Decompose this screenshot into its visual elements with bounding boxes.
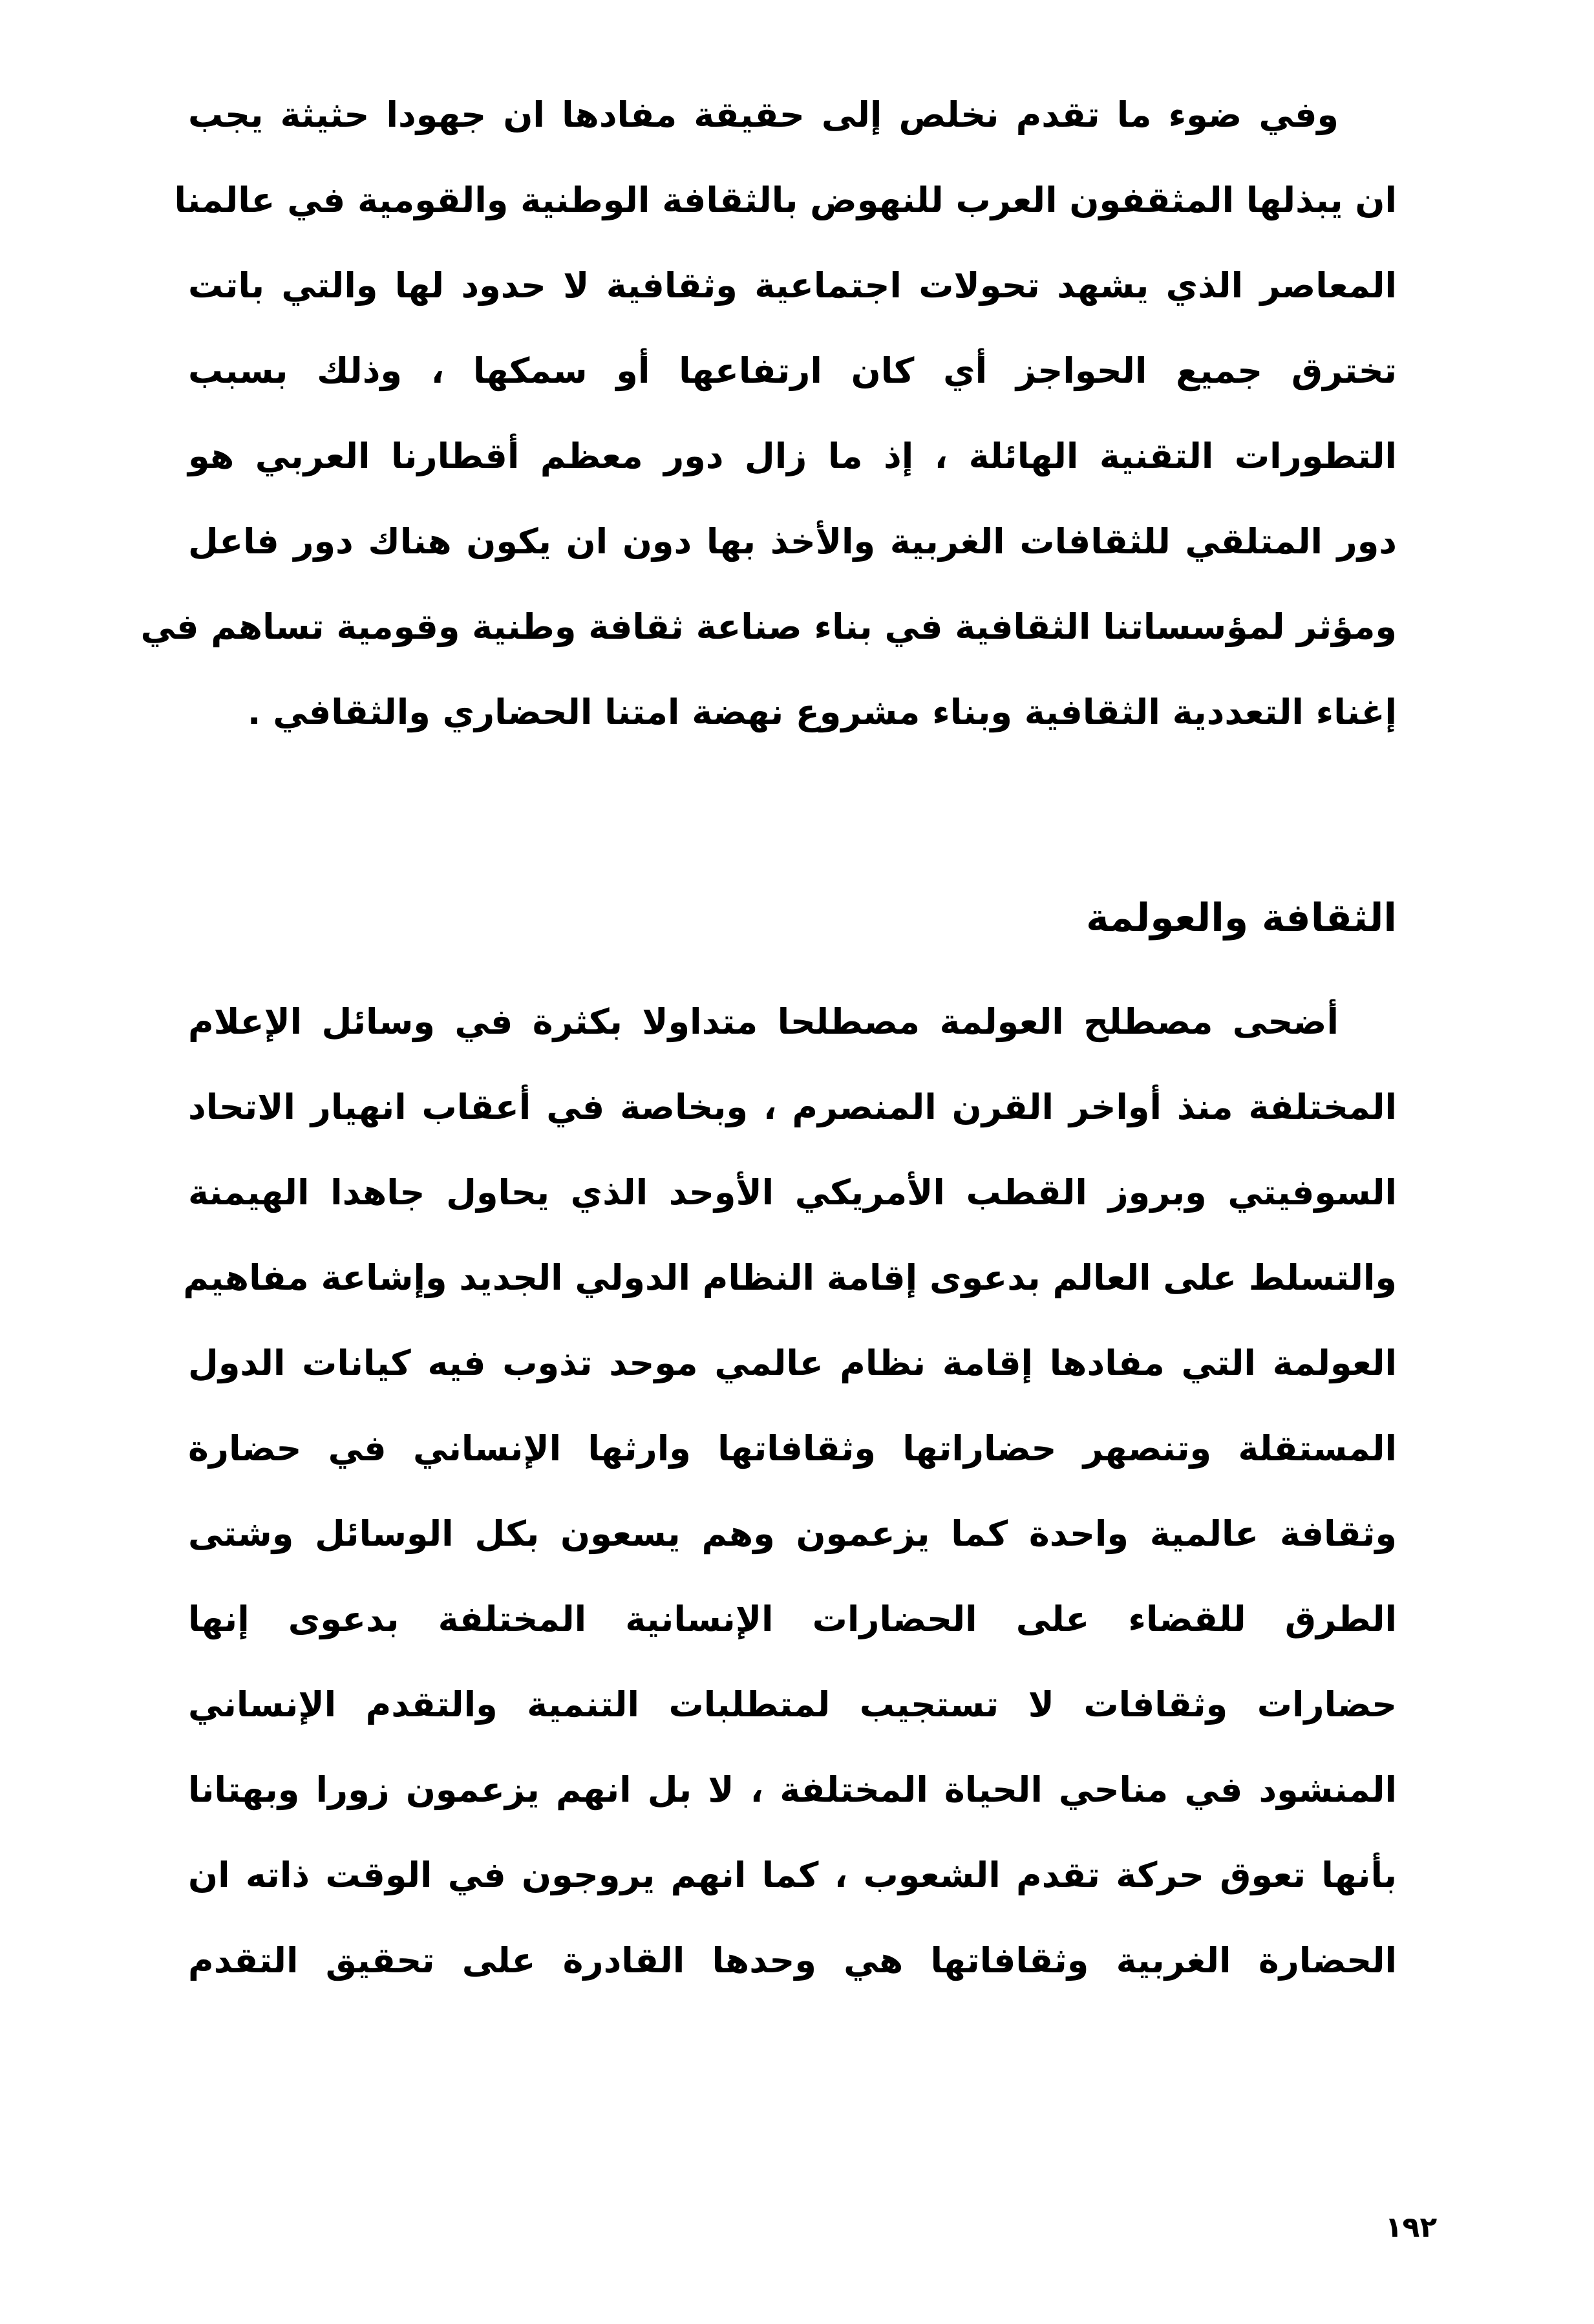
paragraph-line: تخترق جميع الحواجز أي كان ارتفاعها أو سمكها ، وذلك بسبب: [188, 350, 1397, 391]
paragraph-culture-conclusion: [140, 72, 1397, 755]
paragraph-line: العولمة التي مفادها إقامة نظام عالمي موحد تذوب فيه كيانات الدول: [188, 1343, 1397, 1383]
page-number-container: [0, 2211, 1594, 2244]
page-number: ١٩٢: [1385, 2211, 1438, 2244]
section-heading: الثقافة والعولمة: [1086, 895, 1397, 941]
paragraph-line: المختلفة منذ أواخر القرن المنصرم ، وبخاصة في أعقاب انهيار الاتحاد: [188, 1087, 1397, 1127]
paragraph-line: بأنها تعوق حركة تقدم الشعوب ، كما انهم يروجون في الوقت ذاته ان: [188, 1855, 1397, 1895]
paragraph-line: حضارات وثقافات لا تستجيب لمتطلبات التنمية والتقدم الإنساني: [188, 1684, 1397, 1725]
paragraph-line: الحضارة الغربية وثقافاتها هي وحدها القادرة على تحقيق التقدم: [188, 1940, 1397, 1981]
paragraph-line: أضحى مصطلح العولمة مصطلحا متداولا بكثرة في وسائل الإعلام: [188, 1001, 1339, 1042]
paragraph-line: إغناء التعددية الثقافية وبناء مشروع نهضة امتنا الحضاري والثقافي .: [247, 692, 1397, 732]
paragraph-line: السوفيتي وبروز القطب الأمريكي الأوحد الذي يحاول جاهدا الهيمنة: [188, 1172, 1397, 1213]
paragraph-line: التطورات التقنية الهائلة ، إذ ما زال دور معظم أقطارنا العربي هو: [188, 436, 1397, 476]
paragraph-line: دور المتلقي للثقافات الغربية والأخذ بها دون ان يكون هناك دور فاعل: [188, 521, 1397, 562]
paragraph-line: الطرق للقضاء على الحضارات الإنسانية المختلفة بدعوى إنها: [188, 1599, 1397, 1639]
paragraph-line: المستقلة وتنصهر حضاراتها وثقافاتها وارثها الإنساني في حضارة: [188, 1428, 1397, 1469]
paragraph-line: المعاصر الذي يشهد تحولات اجتماعية وثقافية لا حدود لها والتي باتت: [188, 265, 1397, 306]
paragraph-globalization: [183, 979, 1397, 2003]
paragraph-line: المنشود في مناحي الحياة المختلفة ، لا بل انهم يزعمون زورا وبهتانا: [188, 1769, 1397, 1810]
paragraph-line: ان يبذلها المثقفون العرب للنهوض بالثقافة الوطنية والقومية في عالمنا: [174, 180, 1397, 220]
paragraph-line: والتسلط على العالم بدعوى إقامة النظام الدولي الجديد وإشاعة مفاهيم: [183, 1257, 1397, 1298]
paragraph-line: ومؤثر لمؤسساتنا الثقافية في بناء صناعة ثقافة وطنية وقومية تساهم في: [140, 606, 1397, 647]
paragraph-line: وثقافة عالمية واحدة كما يزعمون وهم يسعون بكل الوسائل وشتى: [188, 1513, 1397, 1554]
paragraph-line: وفي ضوء ما تقدم نخلص إلى حقيقة مفادها ان جهودا حثيثة يجب: [188, 94, 1339, 135]
